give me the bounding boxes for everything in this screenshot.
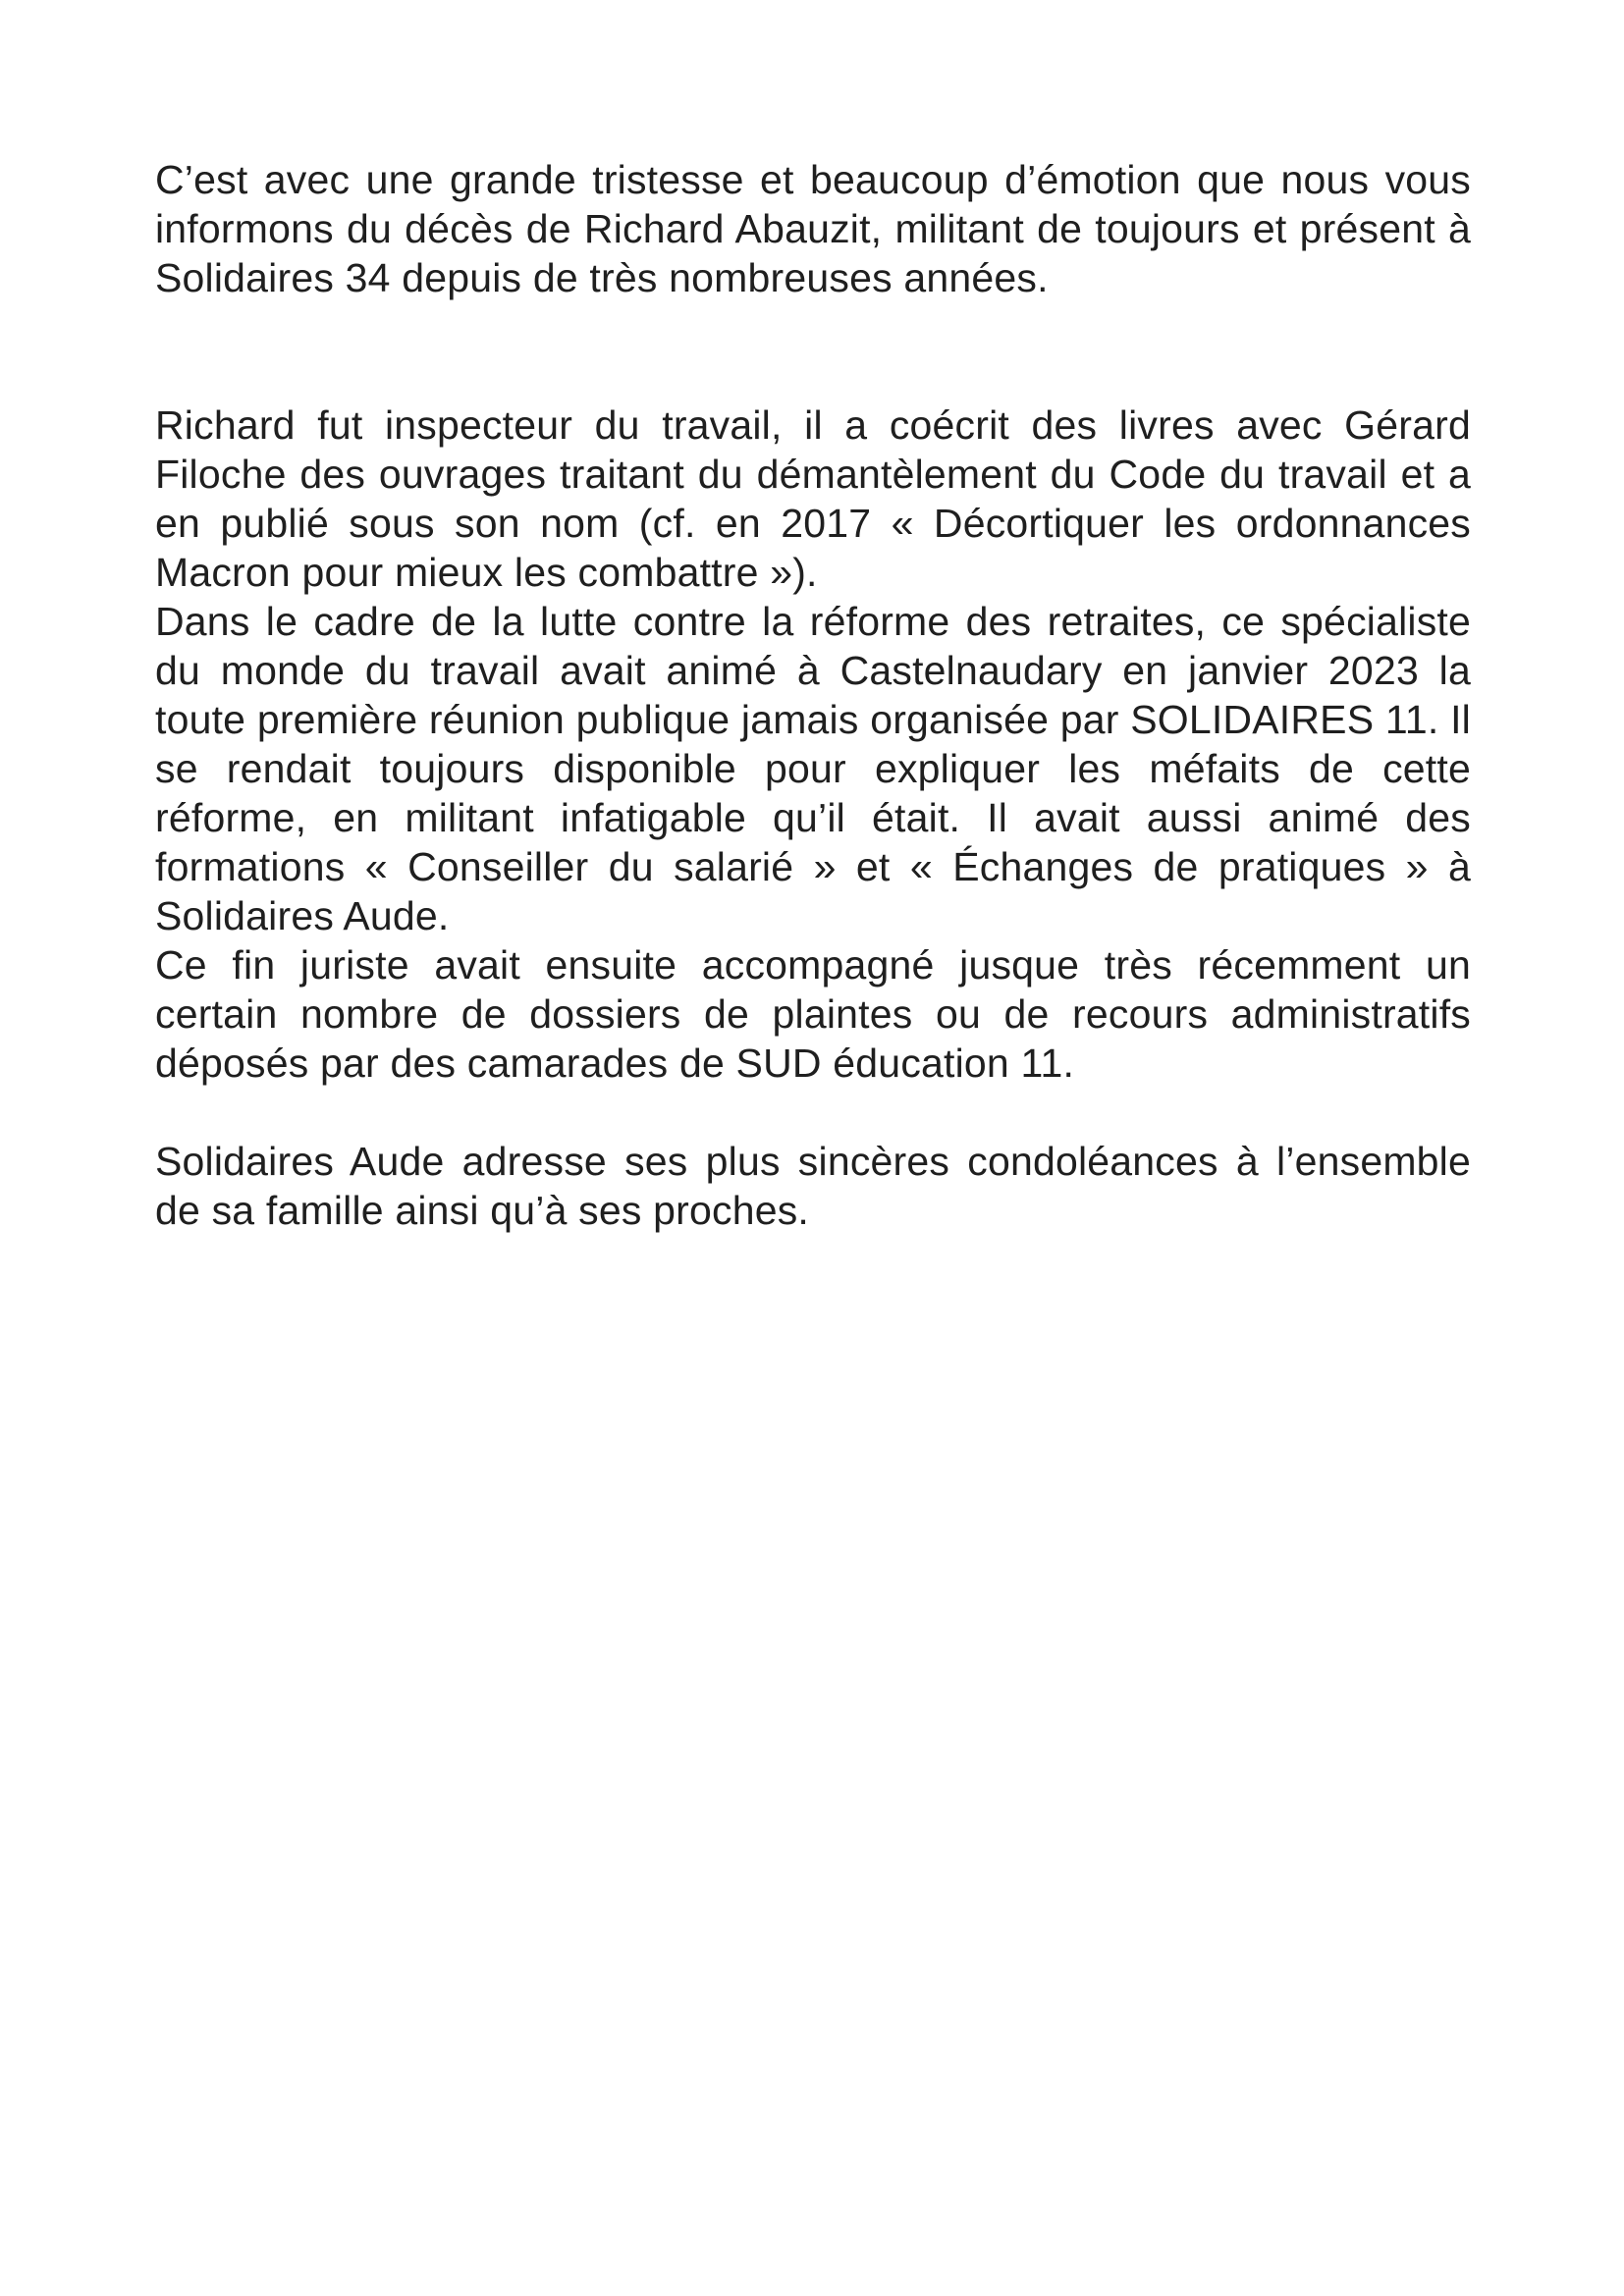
paragraph-career: Richard fut inspecteur du travail, il a coécrit des livres avec Gérard Filoche des ouvrages traitant du démantèlement du Code du travail et a en publié sous son nom (cf. en 2017 « Décortiquer les ordonnances Macron pour mieux les combattre »). [155, 402, 1471, 595]
paragraph-condolences: Solidaires Aude adresse ses plus sincères condoléances à l’ensemble de sa famille ainsi qu’à ses proches. [155, 1139, 1471, 1233]
paragraph-activism: Dans le cadre de la lutte contre la réforme des retraites, ce spécialiste du monde du travail avait animé à Castelnaudary en janvier 2023 la toute première réunion publique jamais organisée par SOLIDAIRES 11. Il se rendait toujours disponible pour expliquer les méfaits de cette réforme, en militant infatigable qu’il était. Il avait aussi animé des formations « Conseiller du salarié » et « Échanges de pratiques » à Solidaires Aude. [155, 599, 1471, 938]
paragraph-announcement: C’est avec une grande tristesse et beaucoup d’émotion que nous vous informons du décès de Richard Abauzit, militant de toujours et présent à Solidaires 34 depuis de très nombreuses années. [155, 157, 1471, 300]
paragraph-legal-support: Ce fin juriste avait ensuite accompagné jusque très récemment un certain nombre de dossiers de plaintes ou de recours administratifs déposés par des camarades de SUD éducation 11. [155, 942, 1471, 1086]
